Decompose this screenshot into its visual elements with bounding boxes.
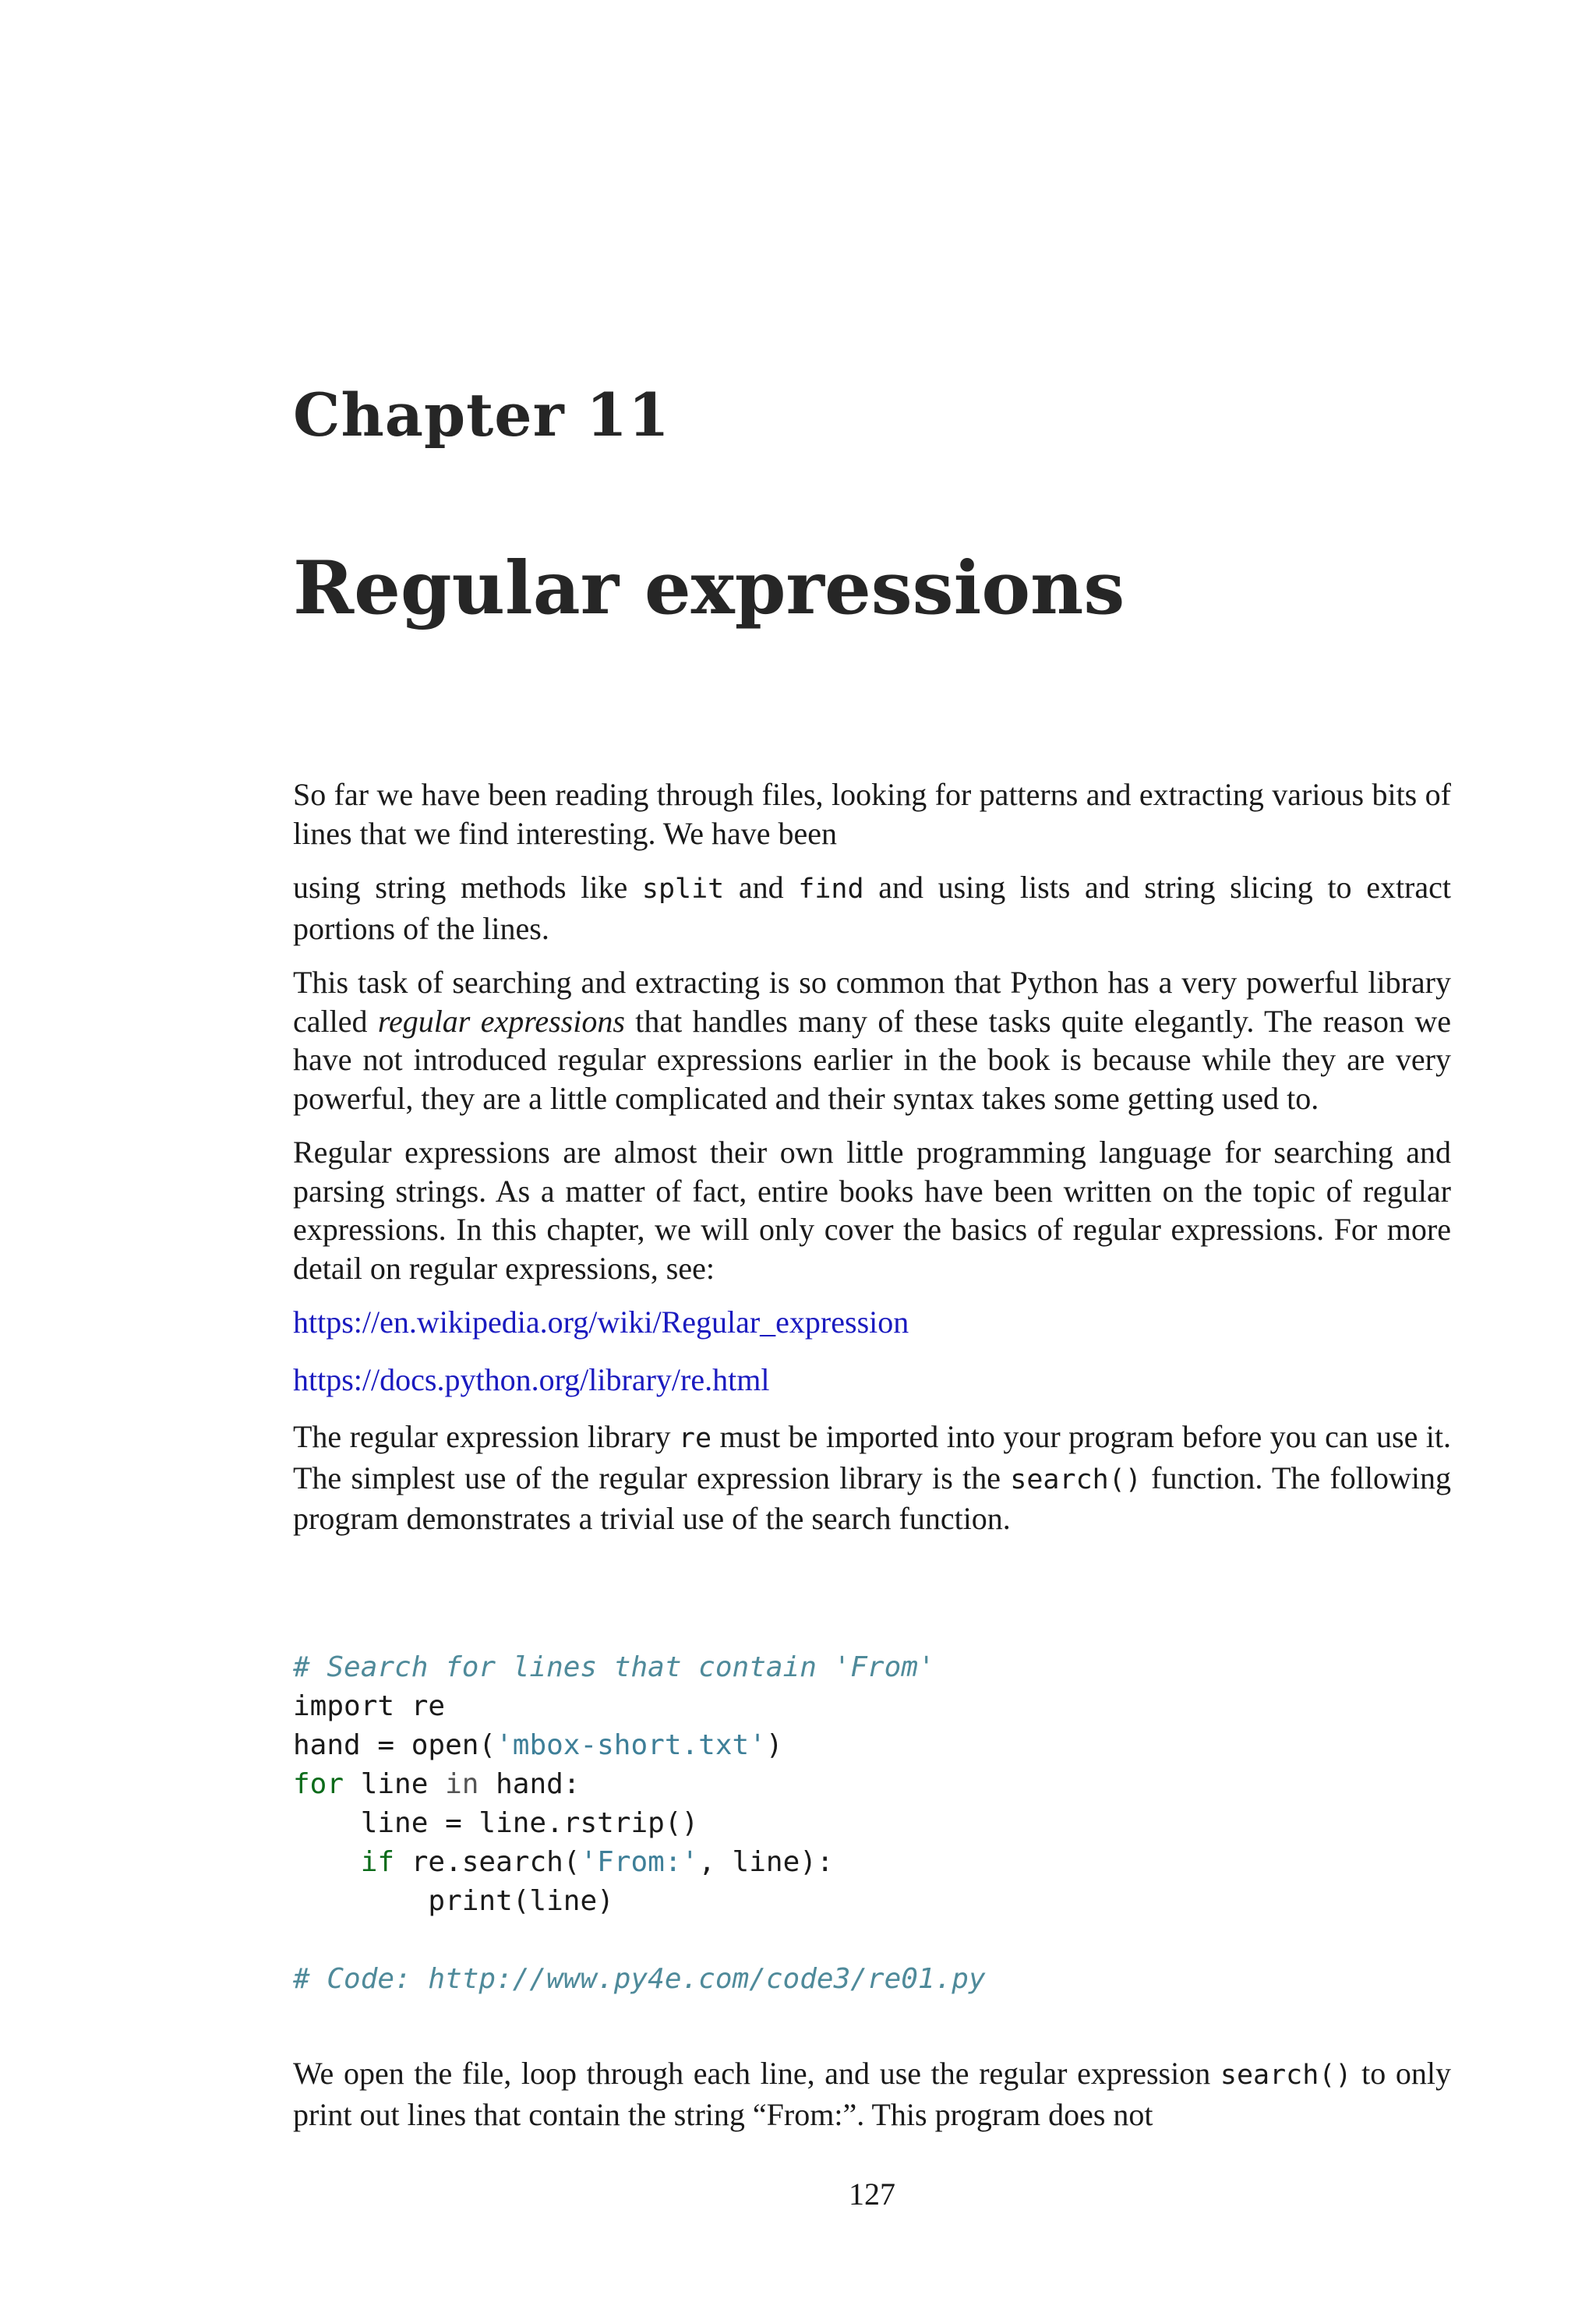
paragraph-regex-language: Regular expressions are almost their own little programming language for searching and parsing strings. As a matter of fact, entire books have been written on the topic of regular expressions. In this chapter, we will only cover the basics of regular expressions. For more detail on regular expressions, see: — [293, 1135, 1451, 1286]
chapter-label: Chapter 11 — [293, 380, 670, 450]
code-line-1 — [293, 1648, 1451, 1687]
code-listing — [293, 1648, 1451, 1999]
text-run: that handles many of these tasks quite elegantly. The reason we have not introduced regular expressions earlier in the book is because while they are very powerful, they are a little complicated and their syntax takes some getting used to. — [293, 1003, 1451, 1116]
code-keyword: if — [360, 1846, 395, 1878]
code-token: hand = open( — [293, 1729, 496, 1761]
text-run: This task of searching and extracting is so common that Python has a very powerful library called — [293, 965, 1451, 1039]
code-line-4 — [293, 1765, 1451, 1804]
emphasis-regular-expressions: regular expressions — [377, 1003, 625, 1039]
text-run: and — [724, 870, 799, 905]
code-line-blank — [293, 1921, 1451, 1960]
text-run: and using lists and string slicing to extract portions of the lines. — [293, 870, 1451, 946]
inline-code-find: find — [798, 874, 864, 905]
page-number: 127 — [849, 2177, 895, 2212]
paragraph-intro: So far we have been reading through files, looking for patterns and extracting various bits of lines that we find interesting. We have been — [293, 777, 1451, 851]
code-indent — [293, 1846, 361, 1878]
inline-code-re: re — [678, 1423, 712, 1454]
code-comment: # Search for lines that contain 'From' — [293, 1651, 935, 1683]
chapter-body — [293, 775, 1451, 1554]
code-line-2: import re — [293, 1690, 446, 1722]
code-string: 'mbox-short.txt' — [496, 1729, 766, 1761]
link-paragraph-wikipedia — [293, 1303, 1451, 1342]
code-token: , line): — [698, 1846, 834, 1878]
code-token: re.search( — [394, 1846, 581, 1878]
code-line-5: line = line.rstrip() — [293, 1807, 699, 1839]
code-line-6 — [293, 1843, 1451, 1882]
text-run: must be imported into your program before you can use it. The simplest use of the regular expression library is the — [293, 1419, 1451, 1495]
paragraph-regex-library — [293, 963, 1451, 1117]
link-wikipedia[interactable]: https://en.wikipedia.org/wiki/Regular_expression — [293, 1305, 909, 1340]
code-line-3 — [293, 1726, 1451, 1765]
code-line-7: print(line) — [293, 1885, 614, 1917]
code-comment: # Code: http://www.py4e.com/code3/re01.py — [293, 1963, 986, 1995]
code-token: line — [344, 1768, 446, 1800]
code-token: hand: — [478, 1768, 581, 1800]
paragraph-explanation-text — [293, 2054, 1451, 2134]
link-python-docs[interactable]: https://docs.python.org/library/re.html — [293, 1361, 770, 1397]
paragraph-string-methods — [293, 868, 1451, 948]
paragraph-explanation — [293, 2054, 1451, 2134]
text-run: We open the file, loop through each line, and use the regular expression — [293, 2056, 1220, 2091]
code-line-8 — [293, 1960, 1451, 1999]
inline-code-search: search() — [1220, 2060, 1352, 2091]
inline-code-search: search() — [1010, 1463, 1142, 1495]
text-run: using string methods like — [293, 870, 642, 905]
code-string: 'From:' — [580, 1846, 699, 1878]
text-run: function. The following program demonstrates a trivial use of the search function. — [293, 1460, 1451, 1536]
chapter-title: Regular expressions — [293, 545, 1125, 631]
text-run: to only print out lines that contain the string “From:”. This program does not — [293, 2056, 1451, 2132]
paragraph-re-library — [293, 1418, 1451, 1538]
code-keyword: in — [445, 1768, 479, 1800]
text-run: The regular expression library — [293, 1419, 679, 1454]
code-token: ) — [765, 1729, 783, 1761]
inline-code-split: split — [641, 874, 725, 905]
code-keyword: for — [293, 1768, 344, 1800]
link-paragraph-python-docs — [293, 1361, 1451, 1400]
